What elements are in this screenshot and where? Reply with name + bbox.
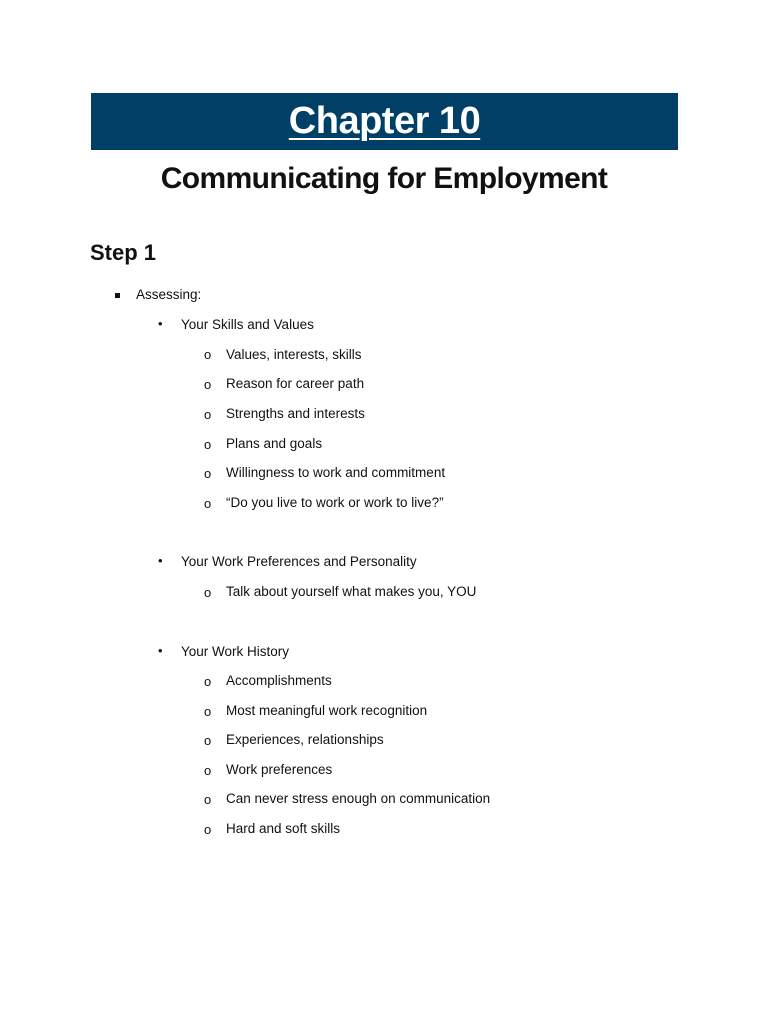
list-item: Hard and soft skills	[226, 821, 341, 836]
list-item: Work preferences	[226, 762, 333, 777]
level1-label: Assessing:	[136, 287, 202, 302]
bullet-icon: •	[158, 316, 163, 331]
list-item: Values, interests, skills	[226, 347, 362, 362]
list-item: Willingness to work and commitment	[226, 465, 446, 480]
circle-bullet-icon: o	[204, 704, 212, 719]
bullet-icon: •	[158, 643, 163, 658]
square-bullet-icon	[115, 293, 120, 298]
circle-bullet-icon: o	[204, 822, 212, 837]
circle-bullet-icon: o	[204, 407, 212, 422]
bullet-icon: •	[158, 553, 163, 568]
circle-bullet-icon: o	[204, 585, 212, 600]
circle-bullet-icon: o	[204, 733, 212, 748]
list-item: Can never stress enough on communication	[226, 791, 491, 806]
circle-bullet-icon: o	[204, 674, 212, 689]
circle-bullet-icon: o	[204, 377, 212, 392]
list-item: Most meaningful work recognition	[226, 703, 428, 718]
chapter-banner	[91, 93, 678, 150]
list-item: Accomplishments	[226, 673, 332, 688]
list-item: Strengths and interests	[226, 406, 365, 421]
section-label: Your Work History	[181, 644, 290, 659]
list-item: Talk about yourself what makes you, YOU	[226, 584, 477, 599]
circle-bullet-icon: o	[204, 496, 212, 511]
section-label: Your Work Preferences and Personality	[181, 554, 417, 569]
chapter-title: Chapter 10	[288, 100, 481, 142]
section-label: Your Skills and Values	[181, 317, 314, 332]
circle-bullet-icon: o	[204, 437, 212, 452]
list-item: Plans and goals	[226, 436, 323, 451]
chapter-subtitle: Communicating for Employment	[160, 162, 608, 195]
circle-bullet-icon: o	[204, 792, 212, 807]
circle-bullet-icon: o	[204, 466, 212, 481]
list-item: Reason for career path	[226, 376, 365, 391]
step-heading: Step 1	[90, 240, 157, 265]
circle-bullet-icon: o	[204, 347, 212, 362]
circle-bullet-icon: o	[204, 763, 212, 778]
list-item: Experiences, relationships	[226, 732, 384, 747]
list-item: “Do you live to work or work to live?”	[226, 495, 444, 510]
